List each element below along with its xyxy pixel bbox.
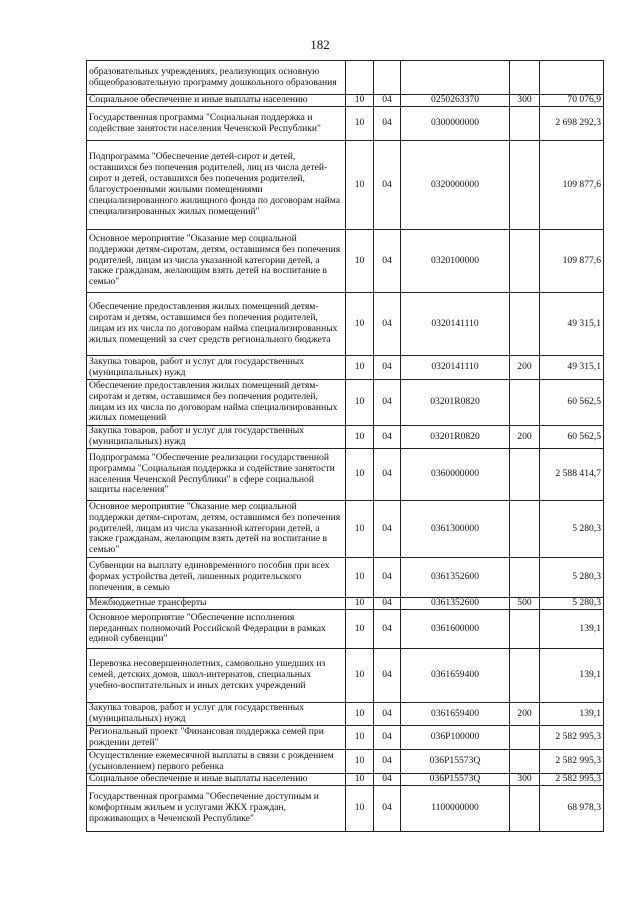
row-subsection-cell xyxy=(374,61,401,95)
row-expense-type-cell: 200 xyxy=(510,426,540,449)
row-amount-cell xyxy=(540,61,604,95)
row-name-cell: Основное мероприятие "Оказание мер социальной поддержки детям-сиротам, детям, оставшимся без попечения родителей, лицам из числа указанной категории детей, а также гражданам, желающим взять детей на воспитание в семью" xyxy=(87,230,346,293)
table-row xyxy=(87,141,604,230)
row-subsection-cell: 04 xyxy=(374,449,401,501)
row-expense-type-cell: 300 xyxy=(510,774,540,786)
row-target-code-cell: 03201R0820 xyxy=(401,426,510,449)
row-target-code-cell: 0361600000 xyxy=(401,610,510,649)
row-target-code-cell: 1100000000 xyxy=(401,786,510,832)
row-section-cell: 10 xyxy=(346,141,374,230)
row-subsection-cell: 04 xyxy=(374,703,401,726)
row-target-code-cell: 0361352600 xyxy=(401,598,510,610)
row-target-code-cell: 0300000000 xyxy=(401,107,510,141)
row-target-code-cell: 0320000000 xyxy=(401,141,510,230)
row-expense-type-cell xyxy=(510,449,540,501)
row-section-cell: 10 xyxy=(346,774,374,786)
row-subsection-cell: 04 xyxy=(374,501,401,558)
row-name-cell: Перевозка несовершеннолетних, самовольно ушедших из семей, детских домов, школ-интернатов, специальных учебно-воспитательных и иных детских учреждений xyxy=(87,649,346,703)
row-section-cell: 10 xyxy=(346,598,374,610)
table-row xyxy=(87,649,604,703)
row-name-cell: образовательных учреждениях, реализующих основную общеобразовательную программу дошкольного образования xyxy=(87,61,346,95)
row-target-code-cell: 0361352600 xyxy=(401,558,510,598)
row-subsection-cell: 04 xyxy=(374,293,401,356)
row-section-cell: 10 xyxy=(346,501,374,558)
row-target-code-cell: 0360000000 xyxy=(401,449,510,501)
row-subsection-cell: 04 xyxy=(374,649,401,703)
row-amount-cell: 2 588 414,7 xyxy=(540,449,604,501)
row-subsection-cell: 04 xyxy=(374,107,401,141)
row-expense-type-cell xyxy=(510,141,540,230)
row-name-cell: Межбюджетные трансферты xyxy=(87,598,346,610)
budget-table-body xyxy=(87,61,604,832)
row-expense-type-cell xyxy=(510,230,540,293)
row-expense-type-cell xyxy=(510,750,540,774)
row-expense-type-cell xyxy=(510,293,540,356)
row-section-cell: 10 xyxy=(346,786,374,832)
row-name-cell: Закупка товаров, работ и услуг для государственных (муниципальных) нужд xyxy=(87,356,346,380)
table-row xyxy=(87,356,604,380)
row-name-cell: Социальное обеспечение и иные выплаты населению xyxy=(87,95,346,107)
row-subsection-cell: 04 xyxy=(374,426,401,449)
table-row xyxy=(87,774,604,786)
row-subsection-cell: 04 xyxy=(374,380,401,426)
row-amount-cell: 49 315,1 xyxy=(540,356,604,380)
row-target-code-cell xyxy=(401,61,510,95)
row-name-cell: Государственная программа "Обеспечение доступным и комфортным жильем и услугами ЖКХ граждан, проживающих в Чеченской Республике" xyxy=(87,786,346,832)
row-section-cell: 10 xyxy=(346,726,374,750)
row-expense-type-cell: 300 xyxy=(510,95,540,107)
row-section-cell: 10 xyxy=(346,558,374,598)
row-subsection-cell: 04 xyxy=(374,610,401,649)
row-amount-cell: 5 280,3 xyxy=(540,598,604,610)
table-row xyxy=(87,750,604,774)
row-name-cell: Закупка товаров, работ и услуг для государственных (муниципальных) нужд xyxy=(87,426,346,449)
row-name-cell: Закупка товаров, работ и услуг для государственных (муниципальных) нужд xyxy=(87,703,346,726)
row-section-cell: 10 xyxy=(346,380,374,426)
row-subsection-cell: 04 xyxy=(374,230,401,293)
row-amount-cell: 2 582 995,3 xyxy=(540,726,604,750)
row-name-cell: Обеспечение предоставления жилых помещений детям-сиротам и детям, оставшимся без попечения родителей, лицам из их числа по договорам найма специализированных жилых помещений xyxy=(87,380,346,426)
row-subsection-cell: 04 xyxy=(374,95,401,107)
row-expense-type-cell xyxy=(510,610,540,649)
row-expense-type-cell xyxy=(510,649,540,703)
row-amount-cell: 2 582 995,3 xyxy=(540,774,604,786)
row-amount-cell: 60 562,5 xyxy=(540,426,604,449)
row-name-cell: Основное мероприятие "Оказание мер социальной поддержки детям-сиротам, детям, оставшимся без попечения родителей, лицам из числа указанной категории детей, а также гражданам, желающим взять детей на воспитание в семью" xyxy=(87,501,346,558)
row-subsection-cell: 04 xyxy=(374,750,401,774)
row-name-cell: Основное мероприятие "Обеспечение исполнения переданных полномочий Российской Федерации в рамках единой субвенции" xyxy=(87,610,346,649)
row-amount-cell: 49 315,1 xyxy=(540,293,604,356)
row-section-cell: 10 xyxy=(346,107,374,141)
row-expense-type-cell xyxy=(510,558,540,598)
row-subsection-cell: 04 xyxy=(374,726,401,750)
row-target-code-cell: 0361300000 xyxy=(401,501,510,558)
row-target-code-cell: 036P100000 xyxy=(401,726,510,750)
table-row xyxy=(87,610,604,649)
row-name-cell: Подпрограмма "Обеспечение детей-сирот и детей, оставшихся без попечения родителей, лиц из числа детей-сирот и детей, оставшихся без попечения родителей, благоустроенными жилыми помещениями специализированного жилищного фонда по договорам найма специализированных жилых помещений" xyxy=(87,141,346,230)
row-target-code-cell: 0320141110 xyxy=(401,356,510,380)
row-amount-cell: 60 562,5 xyxy=(540,380,604,426)
row-section-cell: 10 xyxy=(346,293,374,356)
table-row xyxy=(87,293,604,356)
row-expense-type-cell xyxy=(510,501,540,558)
row-target-code-cell: 0361659400 xyxy=(401,703,510,726)
row-name-cell: Государственная программа "Социальная поддержка и содействие занятости населения Чеченской Республики" xyxy=(87,107,346,141)
row-amount-cell: 109 877,6 xyxy=(540,230,604,293)
row-amount-cell: 70 076,9 xyxy=(540,95,604,107)
row-amount-cell: 139,1 xyxy=(540,610,604,649)
row-section-cell: 10 xyxy=(346,649,374,703)
table-row xyxy=(87,598,604,610)
row-target-code-cell: 0361659400 xyxy=(401,649,510,703)
row-name-cell: Социальное обеспечение и иные выплаты населению xyxy=(87,774,346,786)
row-expense-type-cell xyxy=(510,726,540,750)
row-name-cell: Региональный проект "Финансовая поддержка семей при рождении детей" xyxy=(87,726,346,750)
row-name-cell: Подпрограмма "Обеспечение реализации государственной программы "Социальная поддержка и содействие занятости населения Чеченской Республики" в сфере социальной защиты населения" xyxy=(87,449,346,501)
table-row xyxy=(87,107,604,141)
row-section-cell xyxy=(346,61,374,95)
table-row xyxy=(87,230,604,293)
row-expense-type-cell xyxy=(510,786,540,832)
table-row xyxy=(87,449,604,501)
table-row xyxy=(87,426,604,449)
row-section-cell: 10 xyxy=(346,750,374,774)
row-section-cell: 10 xyxy=(346,610,374,649)
table-row xyxy=(87,501,604,558)
row-expense-type-cell xyxy=(510,380,540,426)
row-section-cell: 10 xyxy=(346,95,374,107)
row-subsection-cell: 04 xyxy=(374,786,401,832)
row-amount-cell: 139,1 xyxy=(540,703,604,726)
row-section-cell: 10 xyxy=(346,449,374,501)
row-section-cell: 10 xyxy=(346,703,374,726)
budget-table xyxy=(86,60,604,832)
row-section-cell: 10 xyxy=(346,230,374,293)
page-number: 182 xyxy=(310,37,330,52)
row-target-code-cell: 0320100000 xyxy=(401,230,510,293)
row-amount-cell: 2 582 995,3 xyxy=(540,750,604,774)
row-name-cell: Осуществление ежемесячной выплаты в связи с рождением (усыновлением) первого ребенка xyxy=(87,750,346,774)
row-target-code-cell: 036P15573Q xyxy=(401,774,510,786)
table-row xyxy=(87,726,604,750)
row-amount-cell: 139,1 xyxy=(540,649,604,703)
row-amount-cell: 109 877,6 xyxy=(540,141,604,230)
row-amount-cell: 5 280,3 xyxy=(540,501,604,558)
row-expense-type-cell: 500 xyxy=(510,598,540,610)
row-subsection-cell: 04 xyxy=(374,558,401,598)
row-expense-type-cell xyxy=(510,61,540,95)
row-subsection-cell: 04 xyxy=(374,598,401,610)
table-row xyxy=(87,786,604,832)
table-row xyxy=(87,380,604,426)
row-expense-type-cell: 200 xyxy=(510,703,540,726)
row-target-code-cell: 0320141110 xyxy=(401,293,510,356)
row-subsection-cell: 04 xyxy=(374,141,401,230)
row-amount-cell: 68 978,3 xyxy=(540,786,604,832)
table-row xyxy=(87,558,604,598)
row-target-code-cell: 036P15573Q xyxy=(401,750,510,774)
row-expense-type-cell xyxy=(510,107,540,141)
row-target-code-cell: 0250263370 xyxy=(401,95,510,107)
row-subsection-cell: 04 xyxy=(374,356,401,380)
table-row xyxy=(87,95,604,107)
row-amount-cell: 2 698 292,3 xyxy=(540,107,604,141)
row-target-code-cell: 03201R0820 xyxy=(401,380,510,426)
row-name-cell: Обеспечение предоставления жилых помещений детям-сиротам и детям, оставшимся без попечения родителей, лицам из их числа по договорам найма специализированных жилых помещений за счет средств регионального бюджета xyxy=(87,293,346,356)
table-row xyxy=(87,61,604,95)
row-expense-type-cell: 200 xyxy=(510,356,540,380)
row-section-cell: 10 xyxy=(346,426,374,449)
row-subsection-cell: 04 xyxy=(374,774,401,786)
row-section-cell: 10 xyxy=(346,356,374,380)
table-row xyxy=(87,703,604,726)
row-name-cell: Субвенции на выплату единовременного пособия при всех формах устройства детей, лишенных родительского попечения, в семью xyxy=(87,558,346,598)
row-amount-cell: 5 280,3 xyxy=(540,558,604,598)
